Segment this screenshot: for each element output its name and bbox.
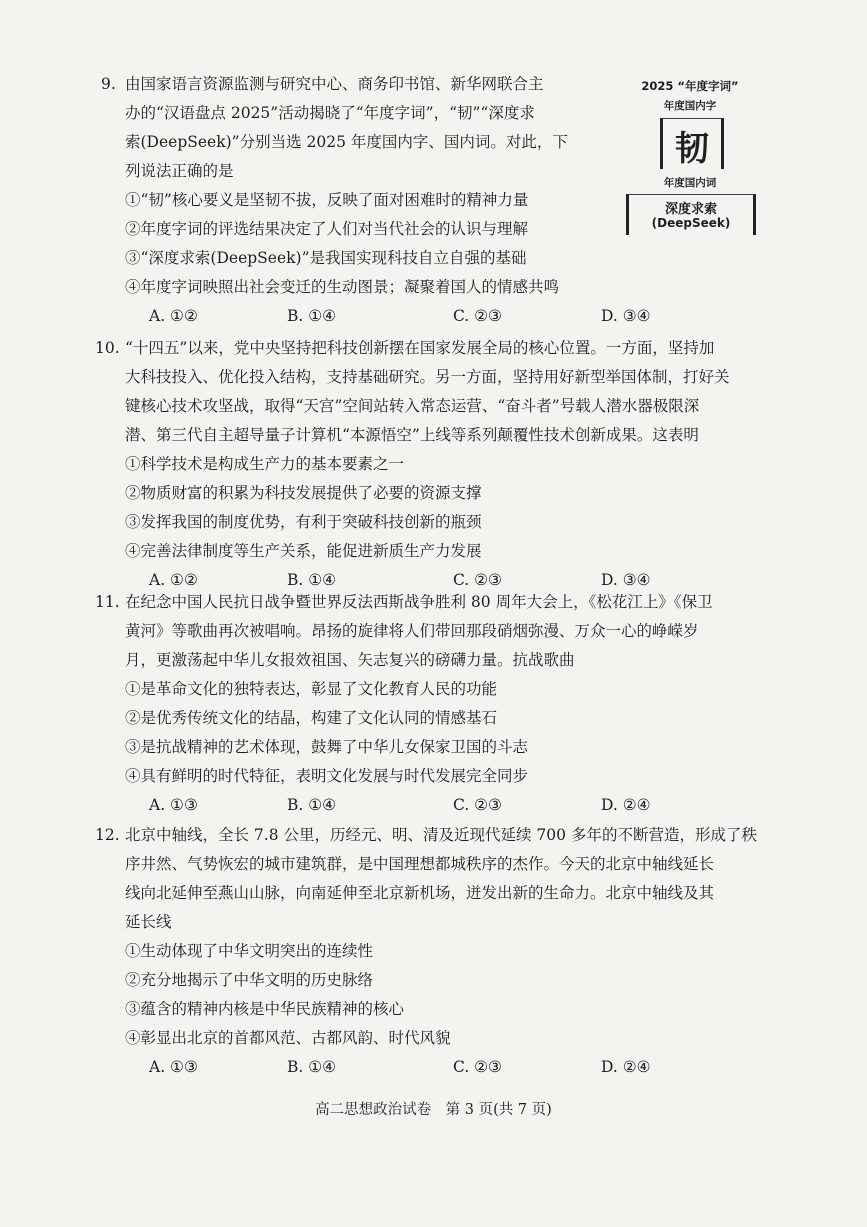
char-frame (660, 118, 724, 169)
question-stem-line: 北京中轴线，全长 7.8 公里，历经元、明、清及近现代延续 700 多年的不断营造，形成了秩 (125, 826, 757, 844)
statement-option: ①是革命文化的独特表达，彰显了文化教育人民的功能 (125, 680, 498, 698)
answer-choice-b: B. ①④ (287, 307, 337, 325)
question-stem-line: 延长线 (125, 913, 172, 931)
statement-option: ④年度字词映照出社会变迁的生动图景；凝聚着国人的情感共鸣 (125, 278, 560, 296)
answer-choice-a: A. ①③ (149, 796, 198, 814)
answer-choice-d: D. ②④ (601, 796, 651, 814)
statement-option: ②年度字词的评选结果决定了人们对当代社会的认识与理解 (125, 220, 529, 238)
answer-choice-b: B. ①④ (287, 796, 337, 814)
question-stem-line: “十四五”以来，党中央坚持把科技创新摆在国家发展全局的核心位置。一方面，坚持加 (125, 339, 715, 357)
figure-char: 韧 (675, 129, 709, 169)
answer-choices (125, 1053, 785, 1082)
answer-choice-b: B. ①④ (287, 571, 337, 589)
question-number: 10. (95, 339, 120, 357)
statement-option: ④具有鲜明的时代特征，表明文化发展与时代发展完全同步 (125, 767, 529, 785)
word-of-year-figure (620, 78, 760, 238)
question-stem-line: 大科技投入、优化投入结构，支持基础研究。另一方面，坚持用好新型举国体制，打好关 (125, 368, 730, 386)
answer-choice-d: D. ③④ (601, 571, 651, 589)
question-stem-line: 在纪念中国人民抗日战争暨世界反法西斯战争胜利 80 周年大会上，《松花江上》《保卫 (125, 593, 713, 611)
answer-choice-a: A. ①② (149, 571, 198, 589)
question-stem-line: 线向北延伸至燕山山脉，向南延伸至北京新机场，迸发出新的生命力。北京中轴线及其 (125, 884, 715, 902)
figure-label-char: 年度国内字 (663, 100, 717, 112)
question-stem-line: 月，更激荡起中华儿女报效祖国、矢志复兴的磅礴力量。抗战歌曲 (125, 651, 575, 669)
answer-choice-c: C. ②③ (453, 1058, 502, 1076)
figure-label-word: 年度国内词 (663, 177, 717, 189)
answer-choices (125, 302, 651, 331)
answer-choice-c: C. ②③ (453, 571, 502, 589)
statement-option: ②充分地揭示了中华文明的历史脉络 (125, 971, 374, 989)
question-12 (95, 821, 785, 1082)
question-stem-line: 黄河》等歌曲再次被唱响。昂扬的旋律将人们带回那段硝烟弥漫、万众一心的峥嵘岁 (125, 622, 699, 640)
answer-choice-a: A. ①③ (149, 1058, 198, 1076)
statement-option: ③是抗战精神的艺术体现，鼓舞了中华儿女保家卫国的斗志 (125, 738, 529, 756)
statement-option: ①科学技术是构成生产力的基本要素之一 (125, 455, 405, 473)
question-10 (95, 334, 785, 595)
question-stem-line: 办的“汉语盘点 2025”活动揭晓了“年度字词”，“韧”“深度求 (125, 104, 535, 122)
statement-option: ③“深度求索(DeepSeek)”是我国实现科技自立自强的基础 (125, 249, 527, 267)
question-stem-line: 序井然、气势恢宏的城市建筑群，是中国理想都城秩序的杰作。今天的北京中轴线延长 (125, 855, 715, 873)
answer-choices (125, 791, 785, 820)
answer-choice-b: B. ①④ (287, 1058, 337, 1076)
question-number: 12. (95, 826, 120, 844)
answer-choice-c: C. ②③ (453, 796, 502, 814)
answer-choice-d: D. ②④ (601, 1058, 651, 1076)
statement-option: ①生动体现了中华文明突出的连续性 (125, 942, 374, 960)
statement-option: ④彰显出北京的首都风范、古都风韵、时代风貌 (125, 1029, 451, 1047)
question-stem-line: 列说法正确的是 (125, 162, 234, 180)
page-footer: 高二思想政治试卷 第 3 页(共 7 页) (315, 1102, 552, 1118)
statement-option: ④完善法律制度等生产关系，能促进新质生产力发展 (125, 542, 482, 560)
statement-option: ②是优秀传统文化的结晶，构建了文化认同的情感基石 (125, 709, 498, 727)
answer-choice-a: A. ①② (149, 307, 198, 325)
statement-option: ③发挥我国的制度优势，有利于突破科技创新的瓶颈 (125, 513, 482, 531)
figure-title: 2025 “年度字词” (641, 79, 739, 93)
answer-choice-d: D. ③④ (601, 307, 651, 325)
question-stem-line: 由国家语言资源监测与研究中心、商务印书馆、新华网联合主 (125, 75, 544, 93)
figure-word-en: (DeepSeek) (651, 216, 731, 230)
question-11 (95, 588, 785, 820)
statement-option: ③蕴含的精神内核是中华民族精神的核心 (125, 1000, 405, 1018)
word-frame (626, 194, 756, 235)
figure-word: 深度求索 (664, 202, 717, 217)
question-9 (101, 70, 651, 331)
question-stem-line: 潜、第三代自主超导量子计算机“本源悟空”上线等系列颠覆性技术创新成果。这表明 (125, 426, 699, 444)
statement-option: ②物质财富的积累为科技发展提供了必要的资源支撑 (125, 484, 482, 502)
question-number: 9. (101, 75, 116, 93)
question-stem-line: 索(DeepSeek)”分别当选 2025 年度国内字、国内词。对此，下 (125, 133, 568, 151)
answer-choice-c: C. ②③ (453, 307, 502, 325)
question-stem-line: 键核心技术攻坚战，取得“天宫”空间站转入常态运营、“奋斗者”号载人潜水器极限深 (125, 397, 700, 415)
question-number: 11. (95, 593, 120, 611)
statement-option: ①“韧”核心要义是坚韧不拔，反映了面对困难时的精神力量 (125, 191, 529, 209)
